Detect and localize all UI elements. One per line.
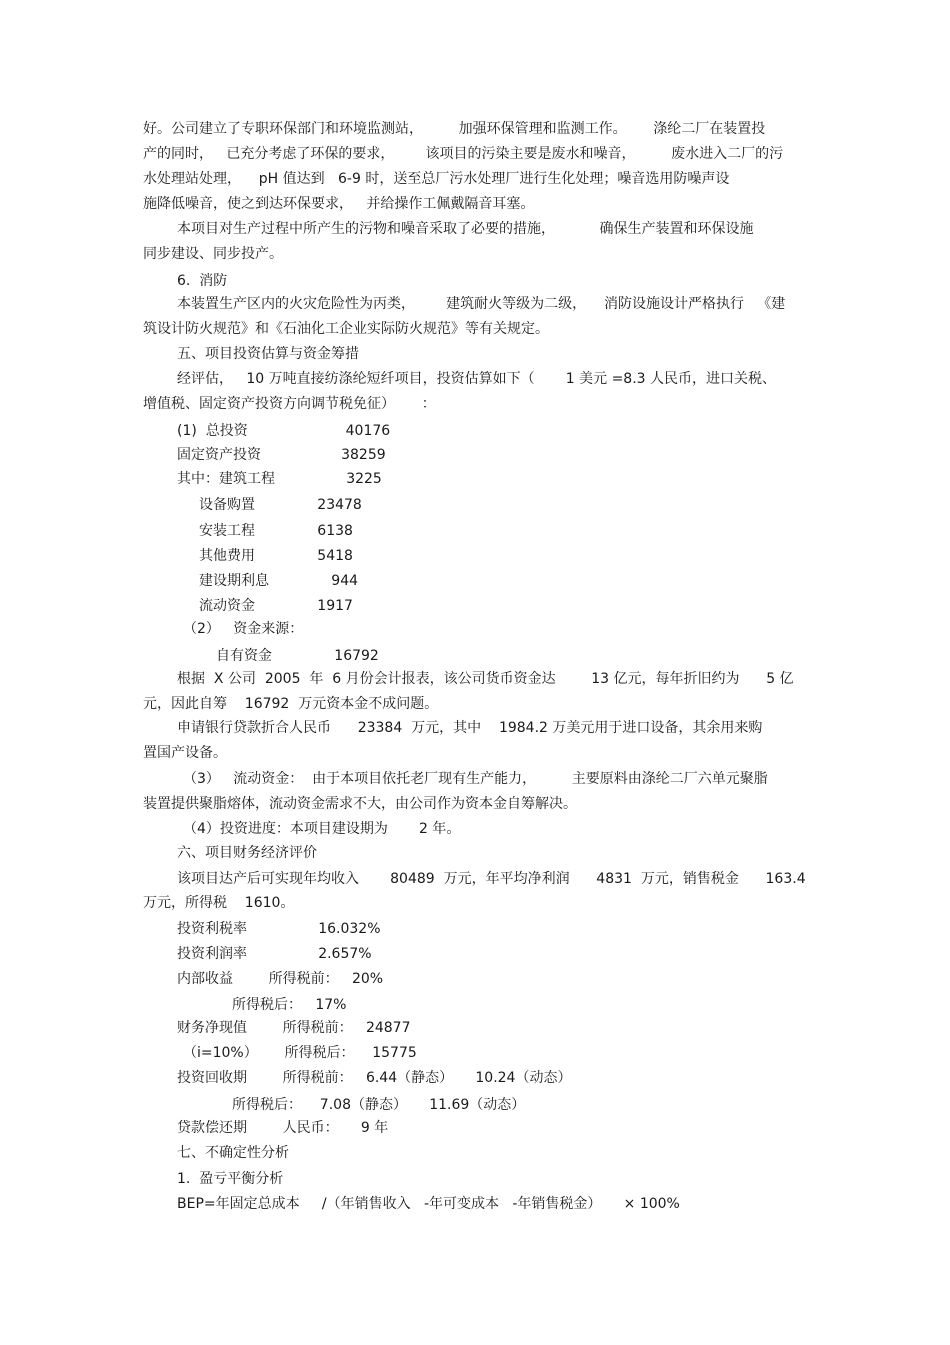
metric-row: 投资利税率 16.032%: [177, 921, 381, 937]
investment-row: (1) 总投资 40176: [177, 423, 391, 439]
text-line: 申请银行贷款折合人民币 23384 万元，其中 1984.2 万美元用于进口设备，其余用来购: [177, 720, 763, 736]
text-line: 同步建设、同步投产。: [143, 246, 283, 262]
investment-row: 固定资产投资 38259: [177, 447, 386, 463]
text-line: 好。公司建立了专职环保部门和环境监测站， 加强环保管理和监测工作。 涤纶二厂在装置投: [143, 121, 766, 137]
text-line: 本装置生产区内的火灾危险性为丙类， 建筑耐火等级为二级， 消防设施设计严格执行 《建: [177, 296, 786, 312]
text-line: 元，因此自筹 16792 万元资本金不成问题。: [143, 696, 439, 712]
metric-row: （i=10%） 所得税后： 15775: [183, 1045, 417, 1061]
investment-row: 其他费用 5418: [199, 548, 353, 564]
text-line: （2） 资金来源：: [183, 621, 304, 637]
investment-row: 设备购置 23478: [199, 497, 362, 513]
investment-row: 建设期利息 944: [199, 573, 359, 589]
investment-row: 流动资金 1917: [199, 598, 353, 614]
text-line: 水处理站处理， pH 值达到 6-9 时，送至总厂污水处理厂进行生化处理；噪音选用防噪声设: [143, 171, 730, 187]
text-line: 根据 X 公司 2005 年 6 月份会计报表，该公司货币资金达 13 亿元，每年折旧约为 5 亿: [177, 671, 794, 687]
metric-row: 内部收益 所得税前： 20%: [177, 971, 384, 987]
text-line: 施降低噪音，使之到达环保要求， 并给操作工佩戴隔音耳塞。: [143, 196, 535, 212]
text-line: 万元，所得税 1610。: [143, 895, 295, 911]
metric-row: 所得税后： 7.08（静态） 11.69（动态）: [232, 1097, 526, 1113]
metric-row: 投资利润率 2.657%: [177, 946, 372, 962]
text-line: 该项目达产后可实现年均收入 80489 万元，年平均净利润 4831 万元，销售税金 163.4: [177, 871, 806, 887]
metric-row: 所得税后： 17%: [232, 997, 347, 1013]
section-heading: 七、不确定性分析: [177, 1145, 289, 1161]
section-heading: 6. 消防: [177, 273, 228, 289]
metric-row: 投资回收期 所得税前： 6.44（静态） 10.24（动态）: [177, 1070, 572, 1086]
text-line: （4）投资进度：本项目建设期为 2 年。: [183, 821, 461, 837]
metric-row: 贷款偿还期 人民币： 9 年: [177, 1120, 389, 1136]
section-heading: 六、项目财务经济评价: [177, 845, 317, 861]
metric-row: 财务净现值 所得税前： 24877: [177, 1020, 411, 1036]
text-line: 装置提供聚脂熔体，流动资金需求不大，由公司作为资本金自筹解决。: [143, 796, 577, 812]
investment-row: 安装工程 6138: [199, 523, 353, 539]
investment-row: 自有资金 16792: [216, 648, 379, 664]
text-line: 经评估， 10 万吨直接纺涤纶短纤项目，投资估算如下（ 1 美元 =8.3 人民币，进口关税、: [177, 371, 777, 387]
formula-line: BEP=年固定总成本 /（年销售收入 -年可变成本 -年销售税金） × 100%: [177, 1196, 680, 1212]
text-line: 产的同时， 已充分考虑了环保的要求， 该项目的污染主要是废水和噪音， 废水进入二厂的污: [143, 146, 784, 162]
section-heading: 五、项目投资估算与资金筹措: [177, 346, 359, 362]
text-line: （3） 流动资金： 由于本项目依托老厂现有生产能力， 主要原料由涤纶二厂六单元聚脂: [183, 771, 768, 787]
text-line: 增值税、固定资产投资方向调节税免征） ：: [143, 396, 436, 412]
investment-row: 其中：建筑工程 3225: [177, 471, 382, 487]
text-line: 置国产设备。: [143, 745, 227, 761]
text-line: 本项目对生产过程中所产生的污物和噪音采取了必要的措施， 确保生产装置和环保设施: [177, 221, 754, 237]
text-line: 筑设计防火规范》和《石油化工企业实际防火规范》等有关规定。: [143, 321, 549, 337]
section-heading: 1. 盈亏平衡分析: [177, 1171, 284, 1187]
